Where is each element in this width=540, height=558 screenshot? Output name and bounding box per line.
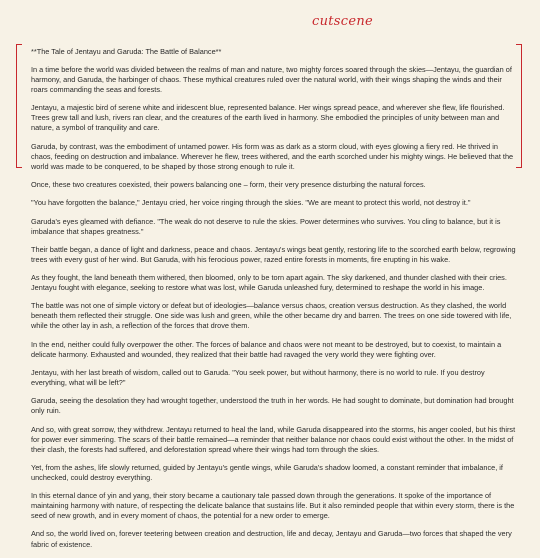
story-document	[31, 47, 518, 558]
paragraph: In the end, neither could fully overpower the other. The forces of balance and chaos were not meant to be destroyed, but to coexist, to maintain a delicate harmony. Exhausted and wounded, they realized that their battle had ravaged the very world they were fighting over.	[31, 339, 502, 359]
paragraph: Jentayu, with her last breath of wisdom, called out to Garuda. "You seek power, but without harmony, there is no world to rule. If you destroy everything, what will be left?"	[31, 367, 485, 387]
paragraph: Jentayu, a majestic bird of serene white and iridescent blue, represented balance. Her wings spread peace, and wherever she flew, life flourished. Trees grew tall and lush, rivers ran clear, and the creatures of the earth lived in harmony. She embodied the principles of unity between man and nature, a symbol of tranquility and care.	[31, 103, 505, 133]
paragraph: Once, these two creatures coexisted, their powers balancing one – form, their very presence disturbing the natural forces.	[31, 180, 426, 190]
paragraph: Garuda, seeing the desolation they had wrought together, understood the truth in her words. He had sought to dominate, but domination had brought only ruin.	[31, 396, 514, 416]
paragraph: Their battle began, a dance of light and darkness, peace and chaos. Jentayu's wings beat gently, restoring life to the scorched earth below, regrowing trees with every gust of her wind. But Garuda, with his ferocious power, razed entire forests in moments, fire erupting in his wake.	[31, 244, 516, 264]
paragraph: In this eternal dance of yin and yang, their story became a cautionary tale passed down through the generations. It spoke of the importance of maintaining harmony with nature, of respecting the delicate balance that sustains life. But it also reminded people that within every storm, there is the seed of new growth, and in every moment of chaos, the potential for a new order to emerge.	[31, 491, 515, 521]
paragraph: And so, the world lived on, forever teetering between creation and destruction, life and decay, Jentayu and Garuda—two forces that shaped the very fabric of existence.	[31, 529, 512, 549]
paragraph: Garuda, by contrast, was the embodiment of untamed power. His form was as dark as a storm cloud, with eyes glowing a fiery red. He thrived in chaos, feeding on destruction and imbalance. Wherever he flew, trees withered, and the earth scorched under his mighty wings. He believed that the world was made to be conquered, to be shaped by those strong enough to rule it.	[31, 141, 514, 171]
paragraph: Yet, from the ashes, life slowly returned, guided by Jentayu's gentle wings, while Garuda's shadow loomed, a constant reminder that imbalance, if unchecked, could destroy everything.	[31, 462, 503, 482]
paragraph: In a time before the world was divided between the realms of man and nature, two mighty forces soared through the skies—Jentayu, the guardian of harmony, and Garuda, the harbinger of chaos. These mythical creatures ruled over the natural world, with their wings shaping the winds and their roars commanding the seas and forests.	[31, 65, 512, 95]
paragraph: The battle was not one of simple victory or defeat but of ideologies—balance versus chaos, creation versus destruction. As they clashed, the world beneath them reflected their struggle. One side was lush and green, while the other became dry and barren. The trees on one side towered with life, while the other lay in ash, a reflection of the forces that drove them.	[31, 301, 512, 331]
paragraph: And so, with great sorrow, they withdrew. Jentayu returned to heal the land, while Garuda disappeared into the storms, his anger cooled, but his thirst for power ever simmering. The scars of their battle remained—a reminder that neither balance nor chaos could exist without the other. In the midst of their clash, the forests had suffered, and deforestation spread where their wings had torn through the skies.	[31, 424, 516, 454]
cutscene-annotation: cutscene	[312, 14, 373, 29]
document-title: **The Tale of Jentayu and Garuda: The Battle of Balance**	[31, 47, 222, 56]
paragraph: "You have forgotten the balance," Jentayu cried, her voice ringing through the skies. "We are meant to protect this world, not destroy it."	[31, 198, 471, 208]
paragraph: As they fought, the land beneath them withered, then bloomed, only to be torn apart again. The sky darkened, and thunder clashed with their cries. Jentayu fought with elegance, seeking to restore what was lost, while Garuda unleashed fury, determined to reshape the world in his image.	[31, 273, 507, 293]
paragraph: Garuda's eyes gleamed with defiance. "The weak do not deserve to rule the skies. Power determines who survives. You cling to balance, but it is imbalance that shapes greatness."	[31, 216, 501, 236]
left-bracket-mark	[16, 44, 22, 168]
